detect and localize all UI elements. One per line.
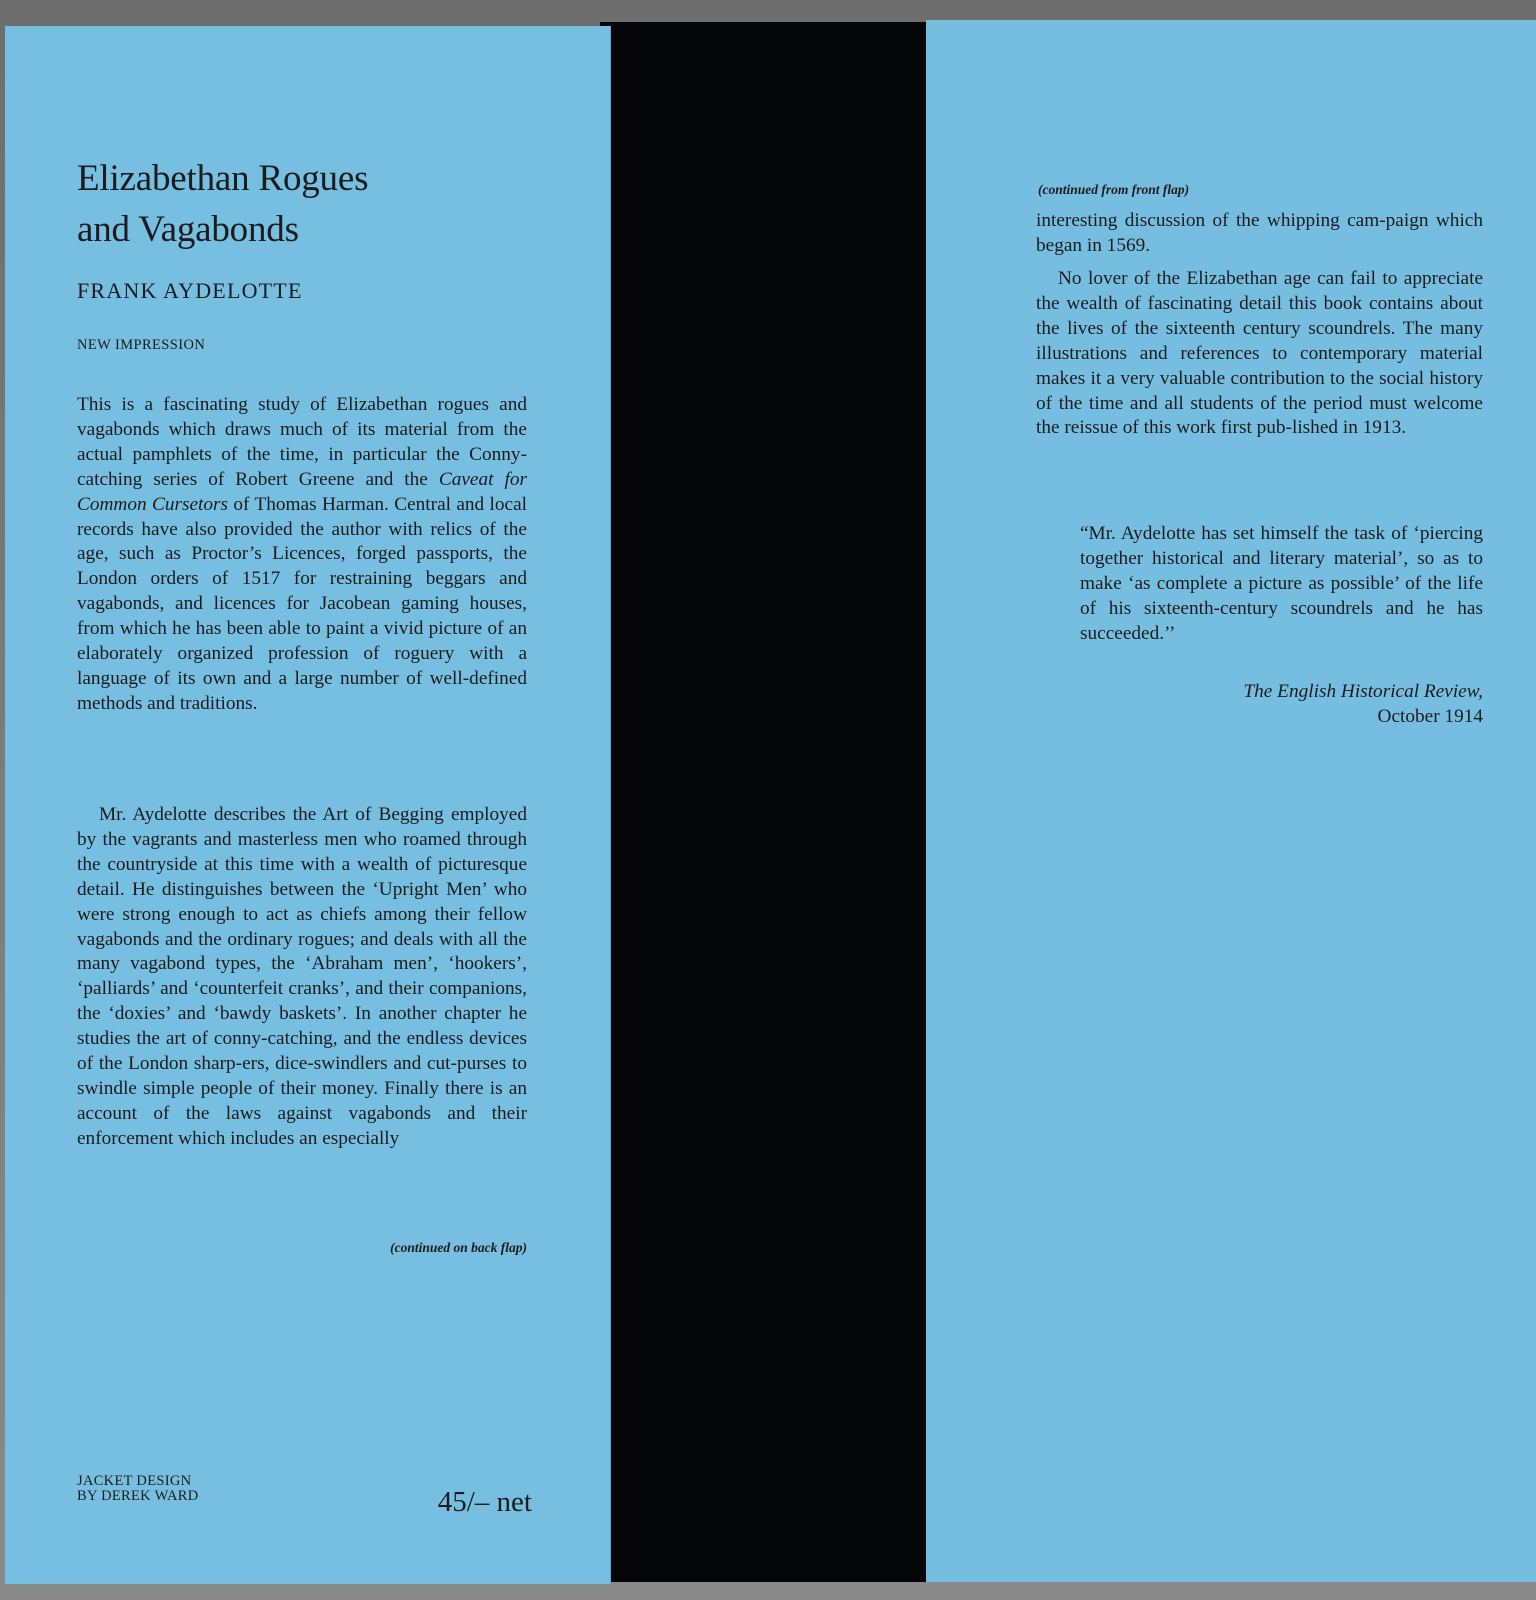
front-blurb-italic-title: Caveat for Common Cursetors — [77, 468, 528, 515]
back-blurb-paragraph-2: No lover of the Elizabethan age can fail to appreciate the wealth of fascinating detail this book contains about the lives of the sixteenth century scoundrels. The many illustrations and references to contemporary material makes it a very valuable contribution to the social history of the time and all students of the period must welcome the reissue of this work first pub-lished in 1913. — [1036, 268, 1483, 439]
price-label: 45/– net — [437, 1486, 532, 1518]
edition-label: NEW IMPRESSION — [77, 337, 206, 353]
continued-on-back-note: (continued on back flap) — [390, 1240, 527, 1255]
front-blurb-paragraph-2: Mr. Aydelotte describes the Art of Begging employed by the vagrants and masterless men who roamed through the countryside at this time with a wealth of picturesque detail. He distinguishes between the ‘Upright Men’ who were strong enough to act as chiefs among their fellow vagabonds and the ordinary rogues; and deals with all the many vagabond types, the ‘Abraham men’, ‘hookers’, ‘palliards’ and ‘counterfeit cranks’, and their companions, the ‘doxies’ and ‘bawdy baskets’. In another chapter he studies the art of conny-catching, and the endless devices of the London sharp-ers, dice-swindlers and cut-purses to swindle simple people of their money. Finally there is an account of the laws against vagabonds and their enforcement which includes an especially — [77, 804, 527, 1149]
front-blurb-text-a: This is a fascinating study of Elizabethan rogues and vagabonds which draws much of its material from the actual pamphlets of the time, in particular the Conny-catching series of Robert Greene and the — [77, 394, 527, 490]
jacket-design-credit — [77, 1474, 199, 1504]
review-attribution — [1080, 680, 1483, 730]
front-blurb-paragraph-1 — [77, 393, 527, 717]
credit-line-2: BY DEREK WARD — [77, 1488, 199, 1504]
back-blurb-paragraph-1: interesting discussion of the whipping cam-paign which began in 1569. — [1036, 210, 1483, 256]
credit-line-1: JACKET DESIGN — [77, 1473, 192, 1489]
review-date: October 1914 — [1377, 705, 1483, 727]
front-blurb-text-b: of Thomas Harman. Central and local records have also provided the author with relics of the age, such as Proctor’s Licences, forged passports, the London orders of 1517 for restraining beggars and vagabonds, and licences for Jacobean gaming houses, from which he has been able to paint a vivid picture of an elaborately organized profession of roguery with a language of its own and a large number of well-defined methods and traditions. — [77, 493, 527, 714]
jacket-spine-gap — [600, 22, 930, 1582]
continued-from-front-note: (continued from front flap) — [1038, 182, 1190, 197]
review-source-title: The English Historical Review, — [1243, 681, 1483, 702]
author-name: FRANK AYDELOTTE — [77, 278, 303, 303]
review-source — [1080, 680, 1483, 705]
review-quote: “Mr. Aydelotte has set himself the task of ‘piercing together historical and literary material’, so as to make ‘as complete a picture as possible’ of the life of his sixteenth-century scoundrels and he has succeeded.’’ — [1080, 523, 1483, 644]
book-title-line-1: Elizabethan Rogues — [77, 158, 369, 199]
book-title-line-2: and Vagabonds — [77, 209, 299, 250]
